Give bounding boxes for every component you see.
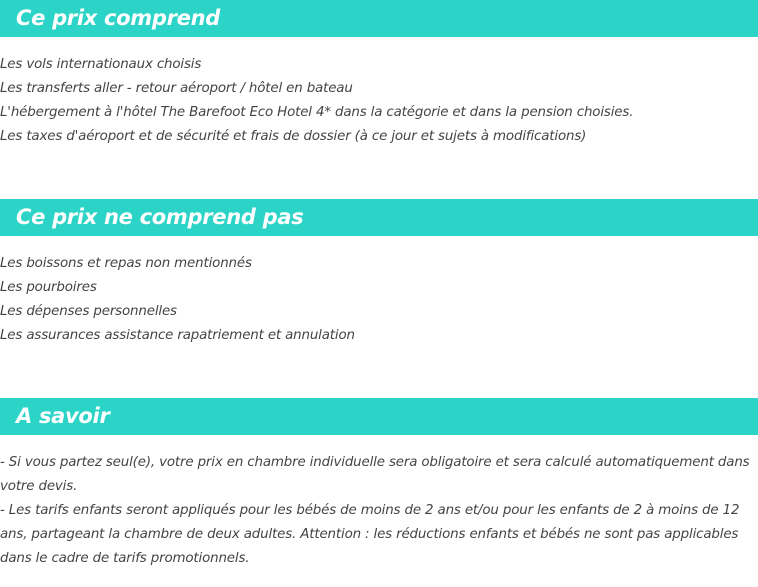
included-section [0,0,758,144]
good-to-know-title: A savoir [16,404,110,428]
good-to-know-notes [0,451,758,571]
note-paragraph: - Si vous partez seul(e), votre prix en chambre individuelle sera obligatoire et sera calculé automatiquement dans votre devis. [0,455,750,494]
list-item: L'hébergement à l'hôtel The Barefoot Eco Hotel 4* dans la catégorie et dans la pension choisies. [0,105,634,120]
excluded-banner [0,199,758,236]
included-list [0,53,633,149]
good-to-know-section [0,398,758,566]
good-to-know-banner [0,398,758,435]
list-item: Les taxes d'aéroport et de sécurité et frais de dossier (à ce jour et sujets à modifications) [0,129,587,144]
excluded-list [0,252,355,348]
included-banner [0,0,758,37]
note-paragraph: - Les tarifs enfants seront appliqués pour les bébés de moins de 2 ans et/ou pour les enfants de 2 à moins de 12 ans, partageant la chambre de deux adultes. Attention : les réductions enfants et bébés ne sont pas applicables dans le cadre de tarifs promotionnels. [0,503,740,566]
list-item: Les boissons et repas non mentionnés [0,256,252,271]
excluded-section [0,199,758,343]
list-item: Les pourboires [0,280,97,295]
included-title: Ce prix comprend [16,6,220,30]
excluded-title: Ce prix ne comprend pas [16,205,304,229]
list-item: Les assurances assistance rapatriement et annulation [0,328,355,343]
list-item: Les vols internationaux choisis [0,57,202,72]
list-item: Les transferts aller - retour aéroport / hôtel en bateau [0,81,353,96]
list-item: Les dépenses personnelles [0,304,177,319]
